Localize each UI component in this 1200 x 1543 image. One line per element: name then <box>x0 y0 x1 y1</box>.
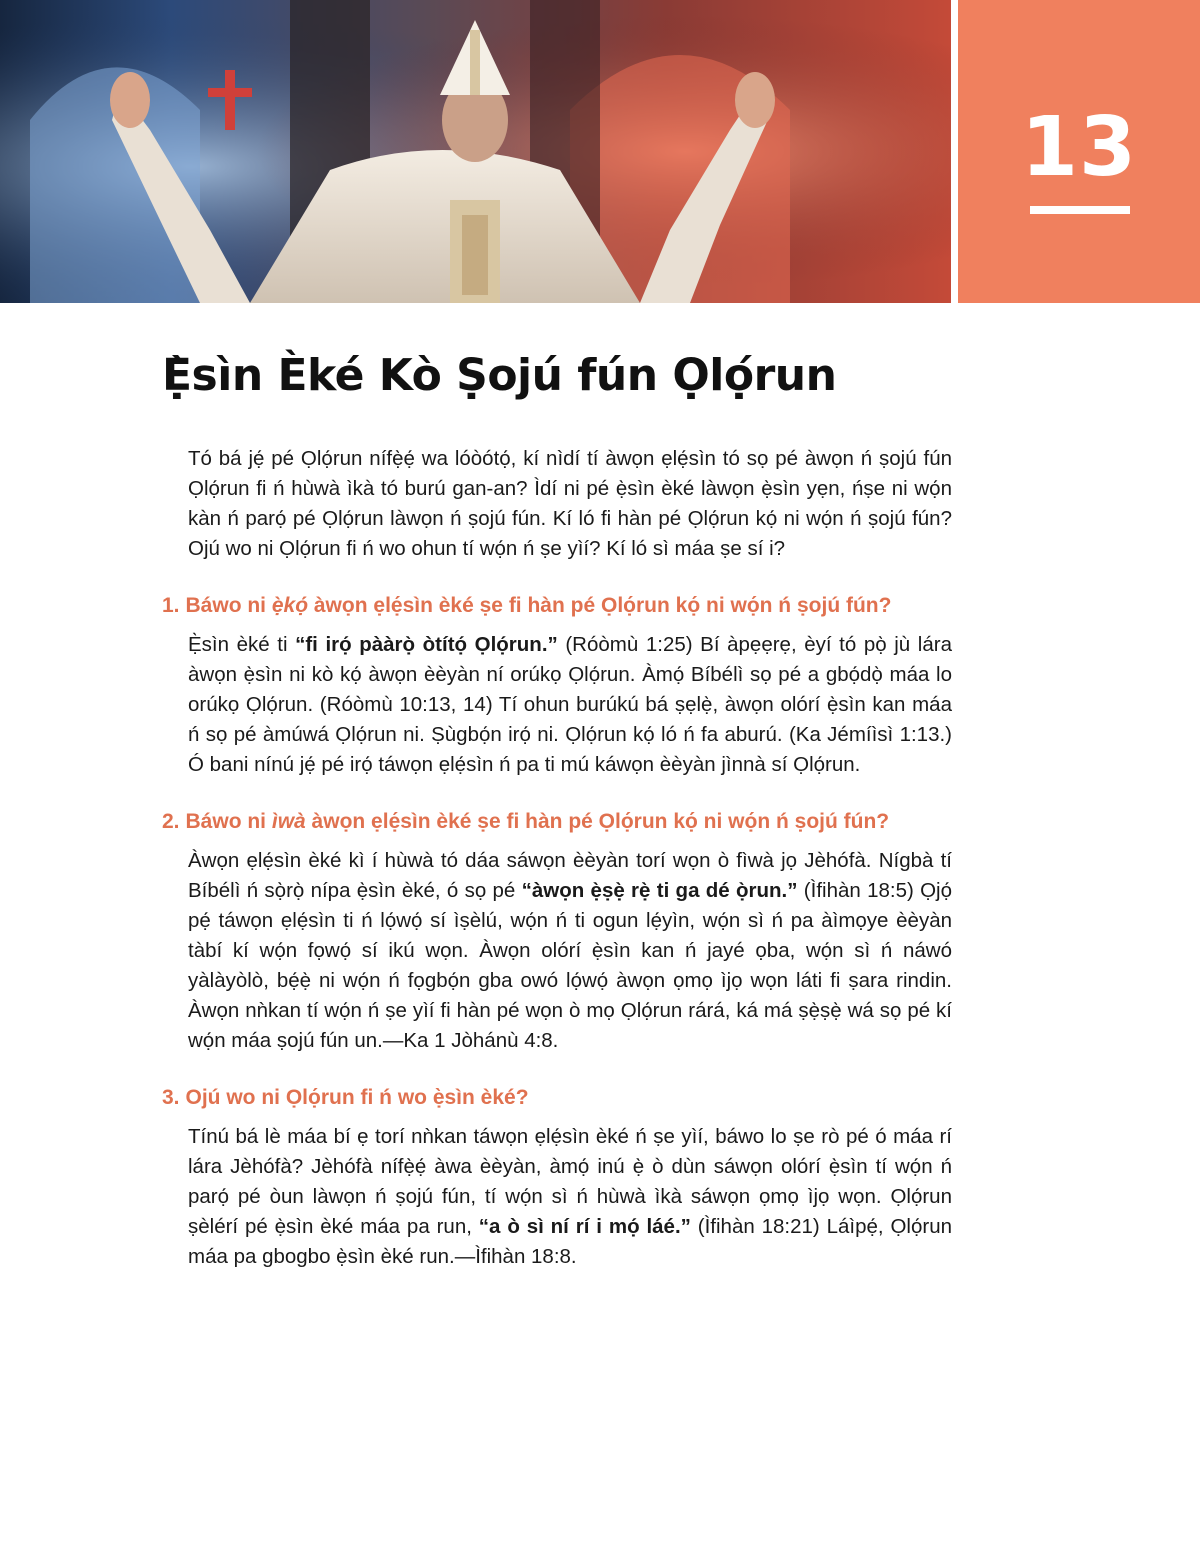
answer-paragraph <box>188 630 952 780</box>
answer-text: (Ìfihàn 18:5) Ọjọ́ pẹ́ táwọn ẹlẹ́sìn ti ń lọ́wọ́ sí ìṣèlú, wọ́n ń ti ogun lẹ́yìn, wọ́n sì ń pa àìmọye èèyàn tàbí kí wọ́n fọwọ́ sí ikú wọn. Àwọn olórí ẹ̀sìn kan ń jayé ọba, wọ́n sì ń náwó yàlàyòlò, bẹ́ẹ̀ ni wọ́n ń fọgbọ́n gba owó lọ́wọ́ àwọn ọmọ ìjọ wọn láti fi ṣara rindin. Àwọn nǹkan tí wọ́n ń ṣe yìí fi hàn pé wọn ò mọ Ọlọ́run rárá, ká má ṣẹ̀ṣẹ̀ wá sọ pé kí wọ́n máa ṣojú fún un.—Ka 1 Jòhánù 4:8. <box>188 879 952 1052</box>
section-1 <box>162 592 952 780</box>
answer-paragraph <box>188 1122 952 1272</box>
intro-paragraph: Tó bá jẹ́ pé Ọlọ́run nífẹ̀ẹ́ wa lóòótọ́, kí nìdí tí àwọn ẹlẹ́sìn tó sọ pé àwọn ń ṣojú fún Ọlọ́run fi ń hùwà ìkà tó burú gan-an? Ìdí ni pé ẹ̀sìn èké làwọn ẹ̀sìn yẹn, ńṣe ni wọ́n kàn ń parọ́ pé Ọlọ́run làwọn ń ṣojú fún. Kí ló fi hàn pé Ọlọ́run kọ́ ni wọ́n ń ṣojú fún? Ojú wo ni Ọlọ́run fi ń wo ohun tí wọ́n ń ṣe yìí? Kí ló sì máa ṣe sí i? <box>188 447 952 560</box>
question-heading <box>162 592 952 620</box>
question-emphasis: ẹ̀kọ́ <box>271 594 309 617</box>
answer-text: Àwọn ẹlẹ́sìn èké kì í hùwà tó dáa sáwọn èèyàn torí wọn ò fìwà jọ Jèhófà. Nígbà tí Bíbélì ń sọ̀rọ̀ nípa ẹ̀sìn èké, ó sọ pé <box>188 849 952 902</box>
scripture-quote: “a ò sì ní rí i mọ́ láé.” <box>478 1215 691 1238</box>
article-body <box>162 444 952 1272</box>
question-emphasis: ìwà <box>271 810 306 833</box>
scripture-quote: “àwọn ẹ̀ṣẹ̀ rẹ̀ ti ga dé ọ̀run.” <box>521 879 798 902</box>
clergyman-in-cathedral-illustration <box>0 0 951 303</box>
question-text: Ojú wo ni Ọlọ́run fi ń wo ẹ̀sìn èké? <box>185 1086 529 1109</box>
question-number: 1. <box>162 594 180 617</box>
chapter-underline <box>1030 206 1130 214</box>
question-text: Báwo ni <box>185 810 272 833</box>
chapter-number: 13 <box>1020 100 1138 195</box>
answer-text: Ẹ̀sìn èké ti <box>188 633 296 656</box>
header-photo <box>0 0 951 303</box>
question-number: 3. <box>162 1086 180 1109</box>
question-heading <box>162 1084 952 1112</box>
section-3 <box>162 1084 952 1272</box>
answer-text: Tínú bá lè máa bí ẹ torí nǹkan táwọn ẹlẹ́sìn èké ń ṣe yìí, báwo lo ṣe rò pé ó máa rí lára Jèhófà? Jèhófà nífẹ̀ẹ́ àwa èèyàn, àmọ́ inú ẹ̀ ò dùn sáwọn olórí ẹ̀sìn tí wọ́n ń parọ́ pé òun làwọn ń ṣojú fún, tí wọ́n sì ń hùwà ìkà sáwọn ọmọ ìjọ wọn. Ọlọ́run ṣèlérí pé ẹ̀sìn èké máa pa run, <box>188 1125 952 1238</box>
scripture-quote: “fi irọ́ pààrọ̀ òtítọ́ Ọlọ́run.” <box>295 633 558 656</box>
chapter-badge <box>958 0 1200 303</box>
answer-text: (Ìfihàn 18:21) Láìpẹ́, Ọlọ́run máa pa gbogbo ẹ̀sìn èké run.—Ìfihàn 18:8. <box>188 1215 952 1268</box>
question-text: àwọn ẹlẹ́sìn èké ṣe fi hàn pé Ọlọ́run kọ́ ni wọ́n ń ṣojú fún? <box>305 810 890 833</box>
question-number: 2. <box>162 810 180 833</box>
question-heading <box>162 808 952 836</box>
answer-text: (Róòmù 1:25) Bí àpẹẹrẹ, èyí tó pọ̀ jù lára àwọn ẹ̀sìn ni kò kọ́ àwọn èèyàn ní orúkọ Ọlọ́run. Àmọ́ Bíbélì sọ pé a gbọ́dọ̀ máa lo orúkọ Ọlọ́run. (Róòmù 10:13, 14) Tí ohun burúkú bá ṣẹlẹ̀, àwọn olórí ẹ̀sìn kan máa ń sọ pé àmúwá Ọlọ́run ni. Ṣùgbọ́n irọ́ ni. Ọlọ́run kọ́ ló ń fa aburú. (Ka Jémíìsì 1:13.) Ó bani nínú jẹ́ pé irọ́ táwọn ẹlẹ́sìn ń pa ti mú káwọn èèyàn jìnnà sí Ọlọ́run. <box>188 633 952 776</box>
page-title: Ẹ̀sìn Èké Kò Ṣojú fún Ọlọ́run <box>162 350 837 401</box>
question-text: àwọn ẹlẹ́sìn èké ṣe fi hàn pé Ọlọ́run kọ́ ni wọ́n ń ṣojú fún? <box>308 594 892 617</box>
section-2 <box>162 808 952 1056</box>
answer-paragraph <box>188 846 952 1056</box>
question-text: Báwo ni <box>185 594 272 617</box>
